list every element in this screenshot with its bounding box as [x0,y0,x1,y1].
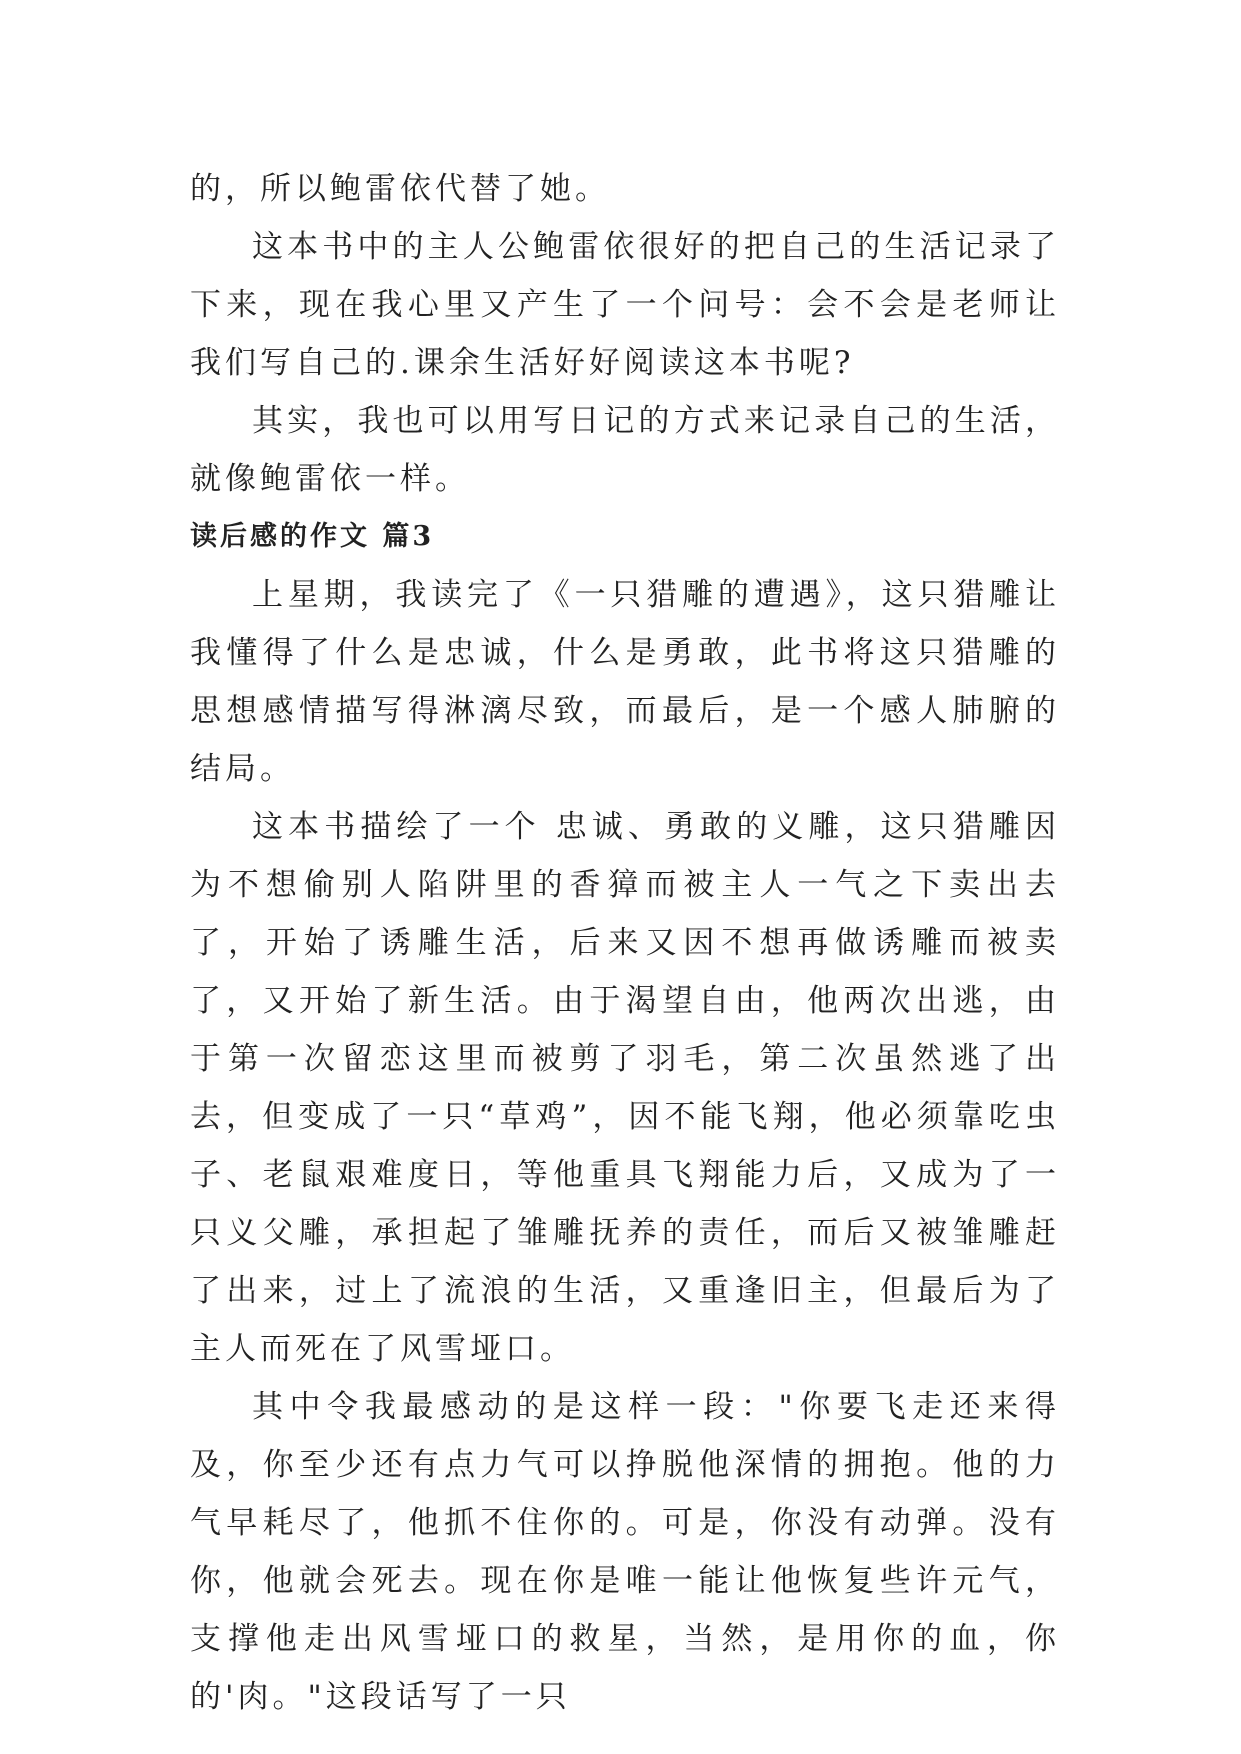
section-heading: 读后感的作文 篇3 [190,521,435,552]
paragraph: 这本书中的主人公鲍雷依很好的把自己的生活记录了下来，现在我心里又产生了一个问号：会不会是老师让我们写自己的.课余生活好好阅读这本书呢? [190,229,1060,381]
paragraph: 这本书描绘了一个 忠诚、勇敢的义雕，这只猎雕因为不想偷别人陷阱里的香獐而被主人一气之下卖出去了，开始了诱雕生活，后来又因不想再做诱雕而被卖了，又开始了新生活。由于渴望自由，他两次出逃，由于第一次留恋这里而被剪了羽毛，第二次虽然逃了出去，但变成了一只“草鸡”，因不能飞翔，他必须靠吃虫子、老鼠艰难度日，等他重具飞翔能力后，又成为了一只义父雕，承担起了雏雕抚养的责任，而后又被雏雕赶了出来，过上了流浪的生活，又重逢旧主，但最后为了主人而死在了风雪垭口。 [190,809,1060,1367]
paragraph: 的，所以鲍雷依代替了她。 [190,171,610,207]
paragraph: 其中令我最感动的是这样一段："你要飞走还来得及，你至少还有点力气可以挣脱他深情的拥抱。他的力气早耗尽了，他抓不住你的。可是，你没有动弹。没有你，他就会死去。现在你是唯一能让他恢复些许元气，支撑他走出风雪垭口的救星，当然，是用你的血，你的'肉。"这段话写了一只 [190,1389,1060,1715]
paragraph: 其实，我也可以用写日记的方式来记录自己的生活，就像鲍雷依一样。 [190,403,1060,497]
document-body [190,160,1060,1726]
paragraph: 上星期，我读完了《一只猎雕的遭遇》，这只猎雕让我懂得了什么是忠诚，什么是勇敢，此书将这只猎雕的思想感情描写得淋漓尽致，而最后，是一个感人肺腑的结局。 [190,577,1060,787]
